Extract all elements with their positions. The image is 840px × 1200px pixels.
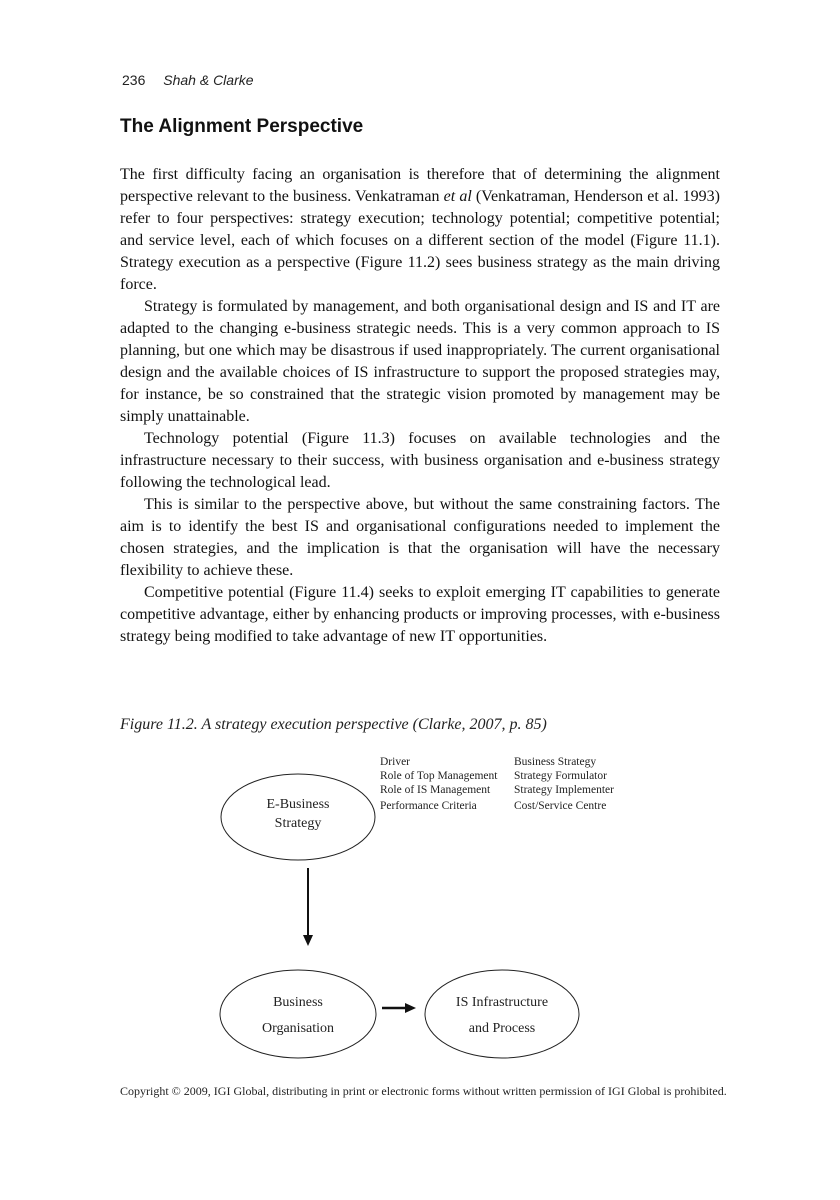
paragraph-3: Technology potential (Figure 11.3) focuses on available technologies and the infrastructure necessary to their success, with business organisation and e-business strategy following the technological lead. (120, 430, 720, 491)
svg-text:Cost/Service Centre: Cost/Service Centre (514, 800, 607, 812)
legend-values (514, 756, 614, 812)
et-al: et al (443, 188, 472, 205)
svg-text:Business Strategy: Business Strategy (514, 756, 597, 768)
svg-text:Organisation: Organisation (261, 1021, 335, 1036)
body-text (120, 164, 720, 648)
section-title: The Alignment Perspective (120, 116, 364, 137)
arrow-down-icon (303, 868, 313, 946)
paragraph-1: The first difficulty facing an organisation is therefore that of determining the alignment perspective relevant to the business. Venkatraman et al (Venkatraman, Henderson et al. 1993) refer to four perspectives: strategy execution; technology potential; competitive potential; and service level, each of which focuses on a different section of the model (Figure 11.1). Strategy execution as a perspective (Figure 11.2) sees business strategy as the main driving force. (120, 166, 721, 293)
svg-text:and Process: and Process (468, 1021, 536, 1036)
copyright-footer: Copyright © 2009, IGI Global, distributing in print or electronic forms without written permission of IGI Global is prohibited. (120, 1084, 727, 1098)
svg-text:Role of IS Management: Role of IS Management (380, 784, 491, 796)
page-number: 236 (122, 72, 146, 88)
node-business-organisation (220, 970, 376, 1058)
svg-text:Strategy Implementer: Strategy Implementer (514, 784, 614, 796)
svg-text:Strategy Formulator: Strategy Formulator (514, 770, 607, 782)
svg-text:Business: Business (273, 995, 323, 1010)
svg-text:Strategy: Strategy (274, 816, 322, 831)
figure-caption: Figure 11.2. A strategy execution perspective (Clarke, 2007, p. 85) (120, 716, 547, 733)
paragraph-2: Strategy is formulated by management, and both organisational design and IS and IT are adapted to the changing e-business strategic needs. This is a very common approach to IS planning, but one which may be disastrous if used inappropriately. The current organisational design and the available choices of IS infrastructure to support the proposed strategies may, for instance, be so constrained that the strategic vision promoted by management may be simply unattainable. (120, 298, 720, 425)
paragraph-5: Competitive potential (Figure 11.4) seeks to exploit emerging IT capabilities to generate competitive advantage, either by enhancing products or improving processes, with e-business strategy being modified to take advantage of new IT opportunities. (120, 584, 720, 645)
legend-labels (380, 756, 498, 812)
svg-text:Driver: Driver (380, 756, 411, 768)
node-ebusiness-strategy (221, 774, 375, 860)
svg-text:IS Infrastructure: IS Infrastructure (455, 995, 549, 1010)
paragraph-4: This is similar to the perspective above, but without the same constraining factors. The aim is to identify the best IS and organisational configurations needed to implement the chosen strategies, and the implication is that the organisation will have the necessary flexibility to achieve these. (120, 496, 720, 579)
svg-text:Performance Criteria: Performance Criteria (380, 800, 477, 812)
svg-text:Role of Top Management: Role of Top Management (380, 770, 498, 782)
node-is-infrastructure (425, 970, 579, 1058)
svg-text:E-Business: E-Business (266, 797, 330, 812)
running-authors: Shah & Clarke (163, 72, 254, 88)
arrow-right-icon (382, 1003, 416, 1013)
running-header (122, 72, 254, 88)
